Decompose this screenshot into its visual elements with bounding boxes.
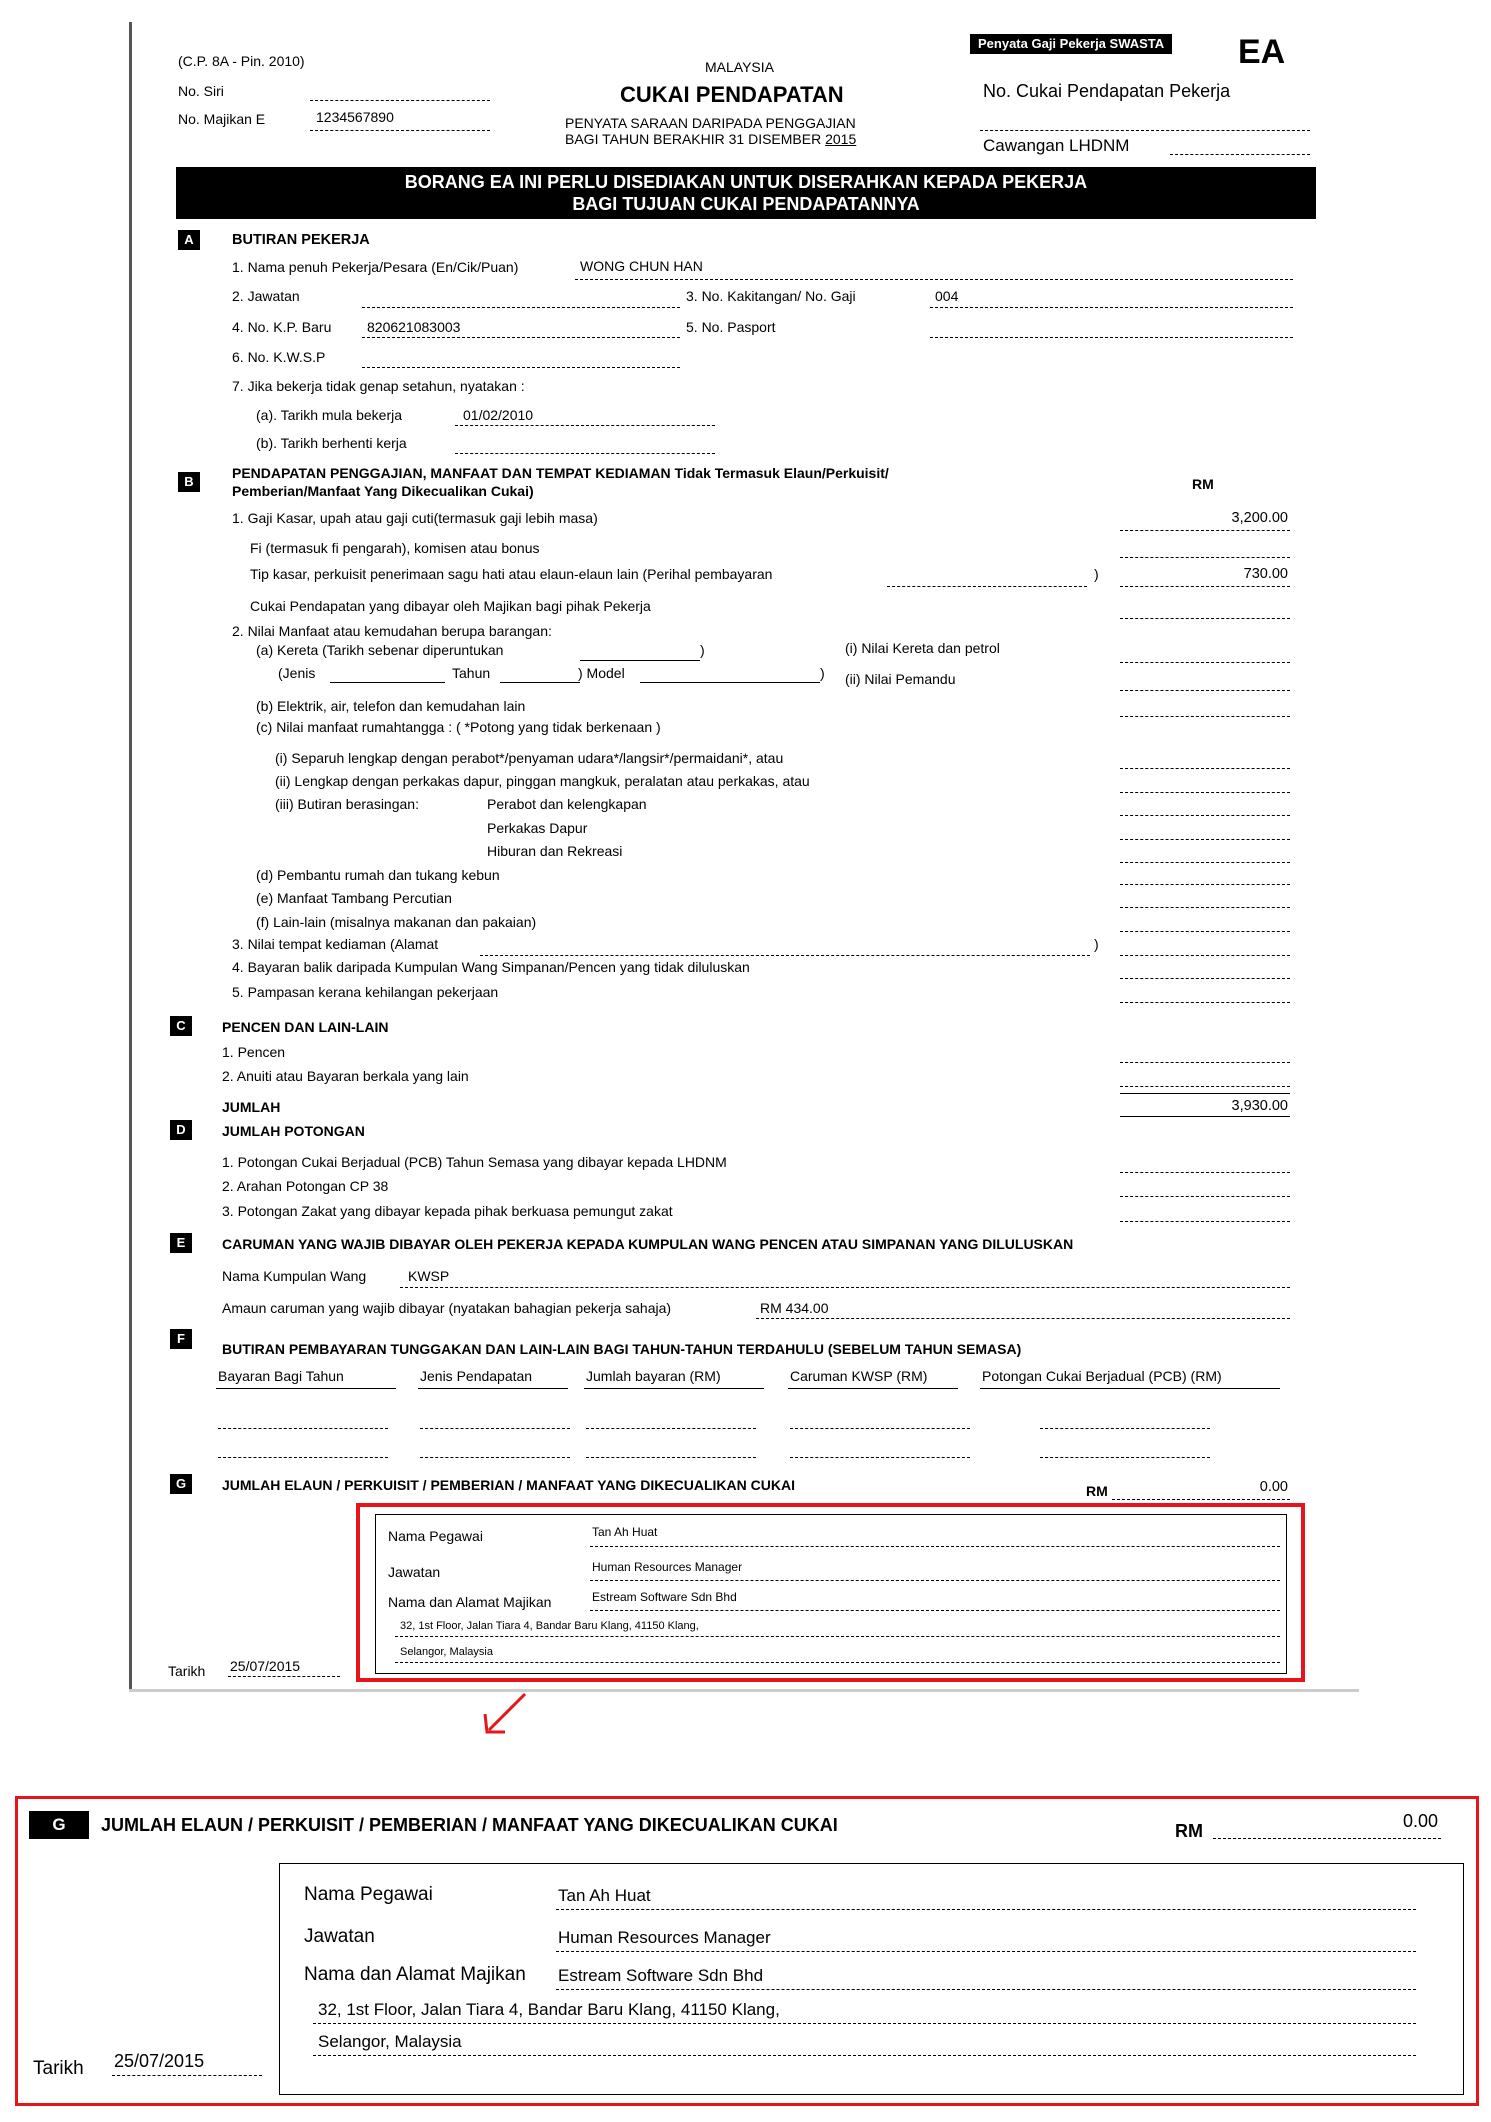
amount-value: RM 434.00 (760, 1300, 829, 1316)
f-column-header: Jenis Pendapatan (420, 1368, 533, 1384)
b-line-5ciii-c: Hiburan dan Rekreasi (487, 843, 623, 859)
banner-line-1: BORANG EA INI PERLU DISEDIAKAN UNTUK DISERAHKAN KEPADA PEKERJA (404, 172, 1088, 192)
start-date: 01/02/2010 (463, 407, 534, 423)
kwsp-field (362, 367, 680, 368)
employer-value: Estream Software Sdn Bhd (592, 1590, 737, 1604)
position-field (590, 1580, 1280, 1581)
branch-field (1170, 154, 1310, 155)
section-g-title: JUMLAH ELAUN / PERKUISIT / PEMBERIAN / MANFAAT YANG DIKECUALIKAN CUKAI (222, 1477, 795, 1493)
zoom-address-line-1: 32, 1st Floor, Jalan Tiara 4, Bandar Baru Klang, 41150 Klang, (318, 2000, 780, 2019)
partial-year-label: 7. Jika bekerja tidak genap setahun, nyatakan : (232, 378, 525, 394)
employee-name-label: 1. Nama penuh Pekerja/Pesara (En/Cik/Puan) (232, 259, 519, 275)
zoomed-section-g (15, 1796, 1479, 2106)
b-line-5ciii-a: Perabot dan kelengkapan (487, 796, 647, 812)
kakitangan-value: 004 (935, 288, 959, 304)
b-field-3 (1120, 586, 1290, 587)
kp-value: 820621083003 (367, 319, 461, 335)
section-a-marker: A (178, 230, 200, 250)
b-line-6-paren: ) (1094, 936, 1099, 952)
d-line-3: 3. Potongan Zakat yang dibayar kepada pihak berkuasa pemungut zakat (222, 1203, 673, 1219)
b-line-5i: (i) Nilai Kereta dan petrol (845, 640, 1000, 656)
kp-field (362, 337, 680, 338)
f-column-underline (980, 1388, 1280, 1389)
c-field-2 (1120, 1086, 1290, 1087)
country: MALAYSIA (705, 59, 774, 75)
zoom-date-field (112, 2075, 262, 2076)
g-rm-label: RM (1086, 1483, 1108, 1499)
end-date-field (455, 453, 715, 454)
b-line-5ii: (ii) Nilai Pemandu (845, 671, 956, 687)
b-line-7: 4. Bayaran balik daripada Kumpulan Wang Simpanan/Pencen yang tidak diluluskan (232, 959, 750, 975)
f-column-underline (788, 1388, 958, 1389)
no-majikan-value: 1234567890 (316, 109, 394, 125)
f-column-underline (584, 1388, 764, 1389)
b-field-5f (1120, 931, 1290, 932)
f-blank-field (218, 1457, 388, 1458)
b-field-5ii (1120, 690, 1290, 691)
f-column-header: Jumlah bayaran (RM) (586, 1368, 721, 1384)
kakitangan-label: 3. No. Kakitangan/ No. Gaji (686, 288, 856, 304)
zoom-g-value-field (1213, 1838, 1441, 1839)
form-code: EA (1238, 33, 1286, 71)
kwsp-label: 6. No. K.W.S.P (232, 349, 326, 365)
b-field-8 (1120, 1002, 1290, 1003)
section-c-marker: C (170, 1016, 192, 1036)
b-line-5f: (f) Lain-lain (misalnya makanan dan pakaian) (256, 914, 537, 930)
zoom-position-field (556, 1951, 1416, 1952)
pasport-label: 5. No. Pasport (686, 319, 776, 335)
f-column-header: Bayaran Bagi Tahun (218, 1368, 344, 1384)
d-field-3 (1120, 1221, 1290, 1222)
b-value-3: 730.00 (1243, 566, 1288, 582)
b-line-6-address-field (480, 955, 1090, 956)
f-blank-field (586, 1457, 756, 1458)
employer-field (590, 1610, 1280, 1611)
f-blank-field (1040, 1457, 1210, 1458)
b-line-4: Cukai Pendapatan yang dibayar oleh Majikan bagi pihak Pekerja (250, 598, 651, 614)
employee-name: WONG CHUN HAN (580, 258, 703, 274)
position-label: Jawatan (388, 1564, 441, 1580)
date-label: Tarikh (168, 1663, 206, 1679)
c-line-2: 2. Anuiti atau Bayaran berkala yang lain (222, 1068, 469, 1084)
employee-name-field (575, 279, 1293, 280)
section-b-title-1: PENDAPATAN PENGGAJIAN, MANFAAT DAN TEMPAT KEDIAMAN Tidak Termasuk Elaun/Perkuisit/ (232, 465, 889, 481)
officer-value: Tan Ah Huat (592, 1525, 658, 1539)
b-line-5a-jenis: (Jenis (278, 665, 316, 681)
fund-field (400, 1287, 1290, 1288)
no-siri-label: No. Siri (178, 83, 224, 99)
g-value-field (1112, 1499, 1290, 1500)
b-line-5d: (d) Pembantu rumah dan tukang kebun (256, 867, 500, 883)
form-year: 2015 (825, 131, 857, 147)
f-blank-field (218, 1428, 388, 1429)
zoom-date-label: Tarikh (33, 2058, 84, 2079)
banner (176, 167, 1316, 219)
d-line-2: 2. Arahan Potongan CP 38 (222, 1178, 389, 1194)
c-total-value: 3,930.00 (1231, 1098, 1288, 1114)
b-car-model-paren: ) (820, 665, 825, 681)
form-subtitle-1: PENYATA SARAAN DARIPADA PENGGAJIAN (565, 115, 856, 131)
f-blank-field (1040, 1428, 1210, 1429)
section-f-marker: F (170, 1329, 192, 1349)
amount-label: Amaun caruman yang wajib dibayar (nyatakan bahagian pekerja sahaja) (222, 1300, 672, 1316)
b-line-5e: (e) Manfaat Tambang Percutian (256, 890, 452, 906)
b-line-5ci: (i) Separuh lengkap dengan perabot*/penyaman udara*/langsir*/permaidani*, atau (275, 750, 784, 766)
fund-label: Nama Kumpulan Wang (222, 1268, 367, 1284)
b-car-tahun-field (500, 682, 580, 683)
swasta-badge: Penyata Gaji Pekerja SWASTA (970, 34, 1172, 54)
section-d-title: JUMLAH POTONGAN (222, 1123, 365, 1139)
fund-value: KWSP (408, 1268, 450, 1284)
b-field-7 (1120, 978, 1290, 979)
zoom-address-line-2: Selangor, Malaysia (318, 2032, 462, 2051)
f-blank-field (790, 1428, 970, 1429)
zoom-date-value: 25/07/2015 (114, 2051, 205, 2071)
c-total-top-rule (1120, 1093, 1290, 1094)
f-column-underline (216, 1388, 396, 1389)
d-field-2 (1120, 1196, 1290, 1197)
zoom-employer-value: Estream Software Sdn Bhd (558, 1966, 764, 1985)
b-field-5i (1120, 662, 1290, 663)
pasport-field (930, 337, 1293, 338)
b-field-5ciii-b (1120, 839, 1290, 840)
address-line-2: Selangor, Malaysia (400, 1646, 493, 1658)
b-field-5d (1120, 884, 1290, 885)
address-line-1: 32, 1st Floor, Jalan Tiara 4, Bandar Baru Klang, 41150 Klang, (400, 1620, 699, 1632)
employer-label: Nama dan Alamat Majikan (388, 1594, 552, 1610)
position-value: Human Resources Manager (592, 1560, 743, 1574)
rm-header: RM (1192, 476, 1214, 492)
b-field-6 (1120, 955, 1290, 956)
f-blank-field (420, 1428, 570, 1429)
zoom-officer-field (556, 1909, 1416, 1910)
c-line-1: 1. Pencen (222, 1044, 286, 1060)
jawatan-label: 2. Jawatan (232, 288, 300, 304)
b-line-5a-model: ) Model (578, 665, 625, 681)
kp-label: 4. No. K.P. Baru (232, 319, 332, 335)
officer-label: Nama Pegawai (388, 1528, 483, 1544)
b-line-5ciii: (iii) Butiran berasingan: (275, 796, 419, 812)
start-date-label: (a). Tarikh mula bekerja (256, 407, 403, 423)
b-field-1 (1120, 530, 1290, 531)
b-car-model-field (640, 682, 820, 683)
no-majikan-label: No. Majikan E (178, 111, 266, 127)
no-siri-field (310, 100, 490, 101)
address-field-2 (395, 1662, 1280, 1663)
b-line-5cii: (ii) Lengkap dengan perkakas dapur, pinggan mangkuk, peralatan atau perkakas, atau (275, 773, 810, 789)
c-total-bottom-rule (1120, 1116, 1290, 1117)
zoom-arrow-icon (475, 1690, 535, 1740)
banner-line-2: BAGI TUJUAN CUKAI PENDAPATANNYA (572, 194, 920, 214)
section-a-title: BUTIRAN PEKERJA (232, 232, 370, 248)
officer-field (590, 1546, 1280, 1547)
b-line-5ciii-b: Perkakas Dapur (487, 820, 588, 836)
b-field-5ci (1120, 768, 1290, 769)
kakitangan-field (930, 307, 1293, 308)
d-line-1: 1. Potongan Cukai Berjadual (PCB) Tahun Semasa yang dibayar kepada LHDNM (222, 1154, 727, 1170)
section-c-title: PENCEN DAN LAIN-LAIN (222, 1019, 389, 1035)
section-b-title-2: Pemberian/Manfaat Yang Dikecualikan Cukai) (232, 483, 534, 499)
zoom-employer-field (556, 1989, 1416, 1990)
zoom-officer-value: Tan Ah Huat (558, 1886, 651, 1905)
branch-label: Cawangan LHDNM (983, 136, 1130, 155)
section-g-marker: G (170, 1474, 192, 1494)
f-column-header: Caruman KWSP (RM) (790, 1368, 928, 1384)
zoom-g-marker: G (29, 1811, 89, 1839)
c-field-1 (1120, 1062, 1290, 1063)
b-line-5b: (b) Elektrik, air, telefon dan kemudahan lain (256, 698, 526, 714)
b-field-5cii (1120, 792, 1290, 793)
b-car-date-paren: ) (700, 642, 705, 658)
f-column-header: Potongan Cukai Berjadual (PCB) (RM) (982, 1368, 1222, 1384)
c-total-label: JUMLAH (222, 1099, 281, 1115)
b-field-5e (1120, 907, 1290, 908)
f-column-underline (418, 1388, 568, 1389)
b-line-8: 5. Pampasan kerana kehilangan pekerjaan (232, 984, 499, 1000)
start-date-field (455, 425, 715, 426)
form-title: CUKAI PENDAPATAN (620, 82, 844, 107)
zoom-g-rm-label: RM (1175, 1821, 1203, 1841)
b-field-5ciii-c (1120, 862, 1290, 863)
b-line-2: Fi (termasuk fi pengarah), komisen atau bonus (250, 540, 540, 556)
section-e-title: CARUMAN YANG WAJIB DIBAYAR OLEH PEKERJA KEPADA KUMPULAN WANG PENCEN ATAU SIMPANAN YANG DILULUSKAN (222, 1236, 1074, 1252)
b-field-5b (1120, 716, 1290, 717)
zoom-officer-label: Nama Pegawai (304, 1884, 433, 1905)
b-field-5ciii-a (1120, 815, 1290, 816)
b-line-5a-tahun: Tahun (452, 665, 491, 681)
page-bottom-shadow (129, 1689, 1359, 1692)
form-subtitle-2: BAGI TAHUN BERAKHIR 31 DISEMBER 2015 (565, 131, 857, 147)
amount-field (756, 1318, 1290, 1319)
b-line-6: 3. Nilai tempat kediaman (Alamat (232, 936, 439, 952)
zoom-employer-label: Nama dan Alamat Majikan (304, 1964, 526, 1985)
jawatan-field (362, 307, 680, 308)
b-line-5: 2. Nilai Manfaat atau kemudahan berupa barangan: (232, 623, 552, 639)
g-value: 0.00 (1259, 1479, 1288, 1495)
b-value-1: 3,200.00 (1231, 510, 1288, 526)
date-field (228, 1676, 340, 1677)
b-line-3-paren: ) (1094, 566, 1099, 582)
section-f-title: BUTIRAN PEMBAYARAN TUNGGAKAN DAN LAIN-LAIN BAGI TAHUN-TAHUN TERDAHULU (SEBELUM TAHUN SEMASA) (222, 1341, 1022, 1357)
section-b-marker: B (178, 472, 200, 492)
b-field-2 (1120, 557, 1290, 558)
b-car-jenis-field (330, 682, 445, 683)
zoom-address-field-2 (313, 2055, 1416, 2056)
zoom-g-title: JUMLAH ELAUN / PERKUISIT / PEMBERIAN / MANFAAT YANG DIKECUALIKAN CUKAI (101, 1815, 838, 1835)
tax-no-field (980, 130, 1310, 131)
tax-no-label: No. Cukai Pendapatan Pekerja (983, 81, 1231, 101)
b-car-date-field (580, 660, 700, 661)
b-line-5c: (c) Nilai manfaat rumahtangga : ( *Potong yang tidak berkenaan ) (256, 719, 661, 735)
address-field-1 (395, 1636, 1280, 1637)
b-line-1: 1. Gaji Kasar, upah atau gaji cuti(termasuk gaji lebih masa) (232, 510, 598, 526)
no-majikan-field (310, 130, 490, 131)
zoom-address-field-1 (313, 2023, 1416, 2024)
b-line-3-desc-field (887, 586, 1087, 587)
zoom-g-value: 0.00 (1402, 1811, 1438, 1831)
f-blank-field (586, 1428, 756, 1429)
end-date-label: (b). Tarikh berhenti kerja (256, 435, 407, 451)
f-blank-field (420, 1457, 570, 1458)
section-d-marker: D (170, 1120, 192, 1140)
zoom-position-value: Human Resources Manager (558, 1928, 771, 1947)
zoom-position-label: Jawatan (304, 1926, 375, 1947)
b-line-3: Tip kasar, perkuisit penerimaan sagu hati atau elaun-elaun lain (Perihal pembayaran (250, 566, 773, 582)
date-value: 25/07/2015 (230, 1658, 301, 1674)
page-left-border (129, 22, 132, 1690)
b-field-4 (1120, 618, 1290, 619)
f-blank-field (790, 1457, 970, 1458)
b-line-5a: (a) Kereta (Tarikh sebenar diperuntukan (256, 642, 504, 658)
form-ref: (C.P. 8A - Pin. 2010) (178, 53, 305, 69)
d-field-1 (1120, 1172, 1290, 1173)
section-e-marker: E (170, 1233, 192, 1253)
